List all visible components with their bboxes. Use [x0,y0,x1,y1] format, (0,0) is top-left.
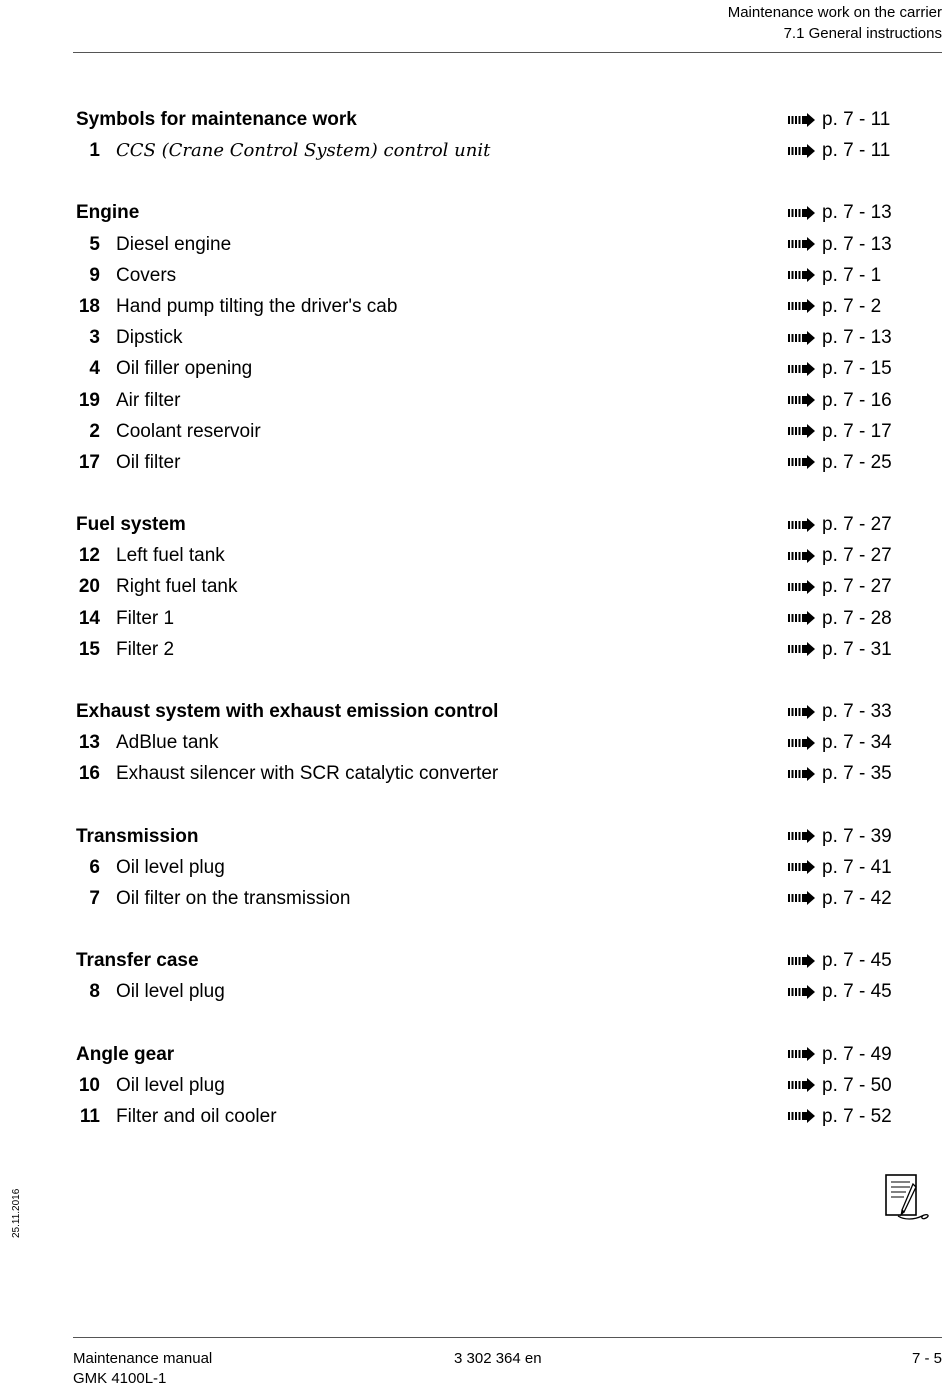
toc-entry-row [76,571,894,602]
section-title: Exhaust system with exhaust emission control [76,701,499,722]
page-reference-text: p. 7 - 17 [822,420,892,442]
page-reference-link[interactable] [788,1039,892,1070]
page-reference-link[interactable] [788,322,892,353]
side-date: 25.11.2016 [11,1188,22,1238]
toc-entry-row [76,976,894,1007]
page-reference-arrow-icon [788,331,816,345]
page-reference-arrow-icon [788,580,816,594]
page-reference-arrow-icon [788,144,816,158]
item-label: Air filter [116,389,181,411]
item-label: Oil level plug [116,981,225,1003]
toc-section [76,197,894,478]
header-chapter: Maintenance work on the carrier [727,4,942,21]
item-label: CCS (Crane Control System) control unit [116,140,491,162]
page-reference-link[interactable] [788,353,892,384]
page-reference-text: p. 7 - 50 [822,1074,892,1096]
section-title: Transmission [76,825,199,847]
page-reference-link[interactable] [788,976,892,1007]
toc-entry-row [76,540,894,571]
page-reference-link[interactable] [788,416,892,447]
toc-entry-row [76,852,894,883]
item-number: 6 [89,856,100,878]
item-number: 10 [78,1074,100,1096]
item-number: 20 [78,576,100,598]
item-label: Hand pump tilting the driver's cab [116,295,398,317]
page-reference-arrow-icon [788,767,816,781]
toc-entry-row [76,758,894,789]
page-reference-text: p. 7 - 27 [822,576,892,598]
item-label: Diesel engine [116,233,232,255]
section-title: Fuel system [76,514,186,536]
page-reference-text: p. 7 - 28 [822,607,892,629]
item-label: Covers [116,264,177,286]
item-number: 9 [89,264,100,286]
page-reference-link[interactable] [788,945,892,976]
item-label: Dipstick [116,327,183,349]
page-reference-link[interactable] [788,540,892,571]
toc-section [76,696,894,790]
item-label: Oil filler opening [116,358,253,380]
page-reference-arrow-icon [788,299,816,313]
page-reference-text: p. 7 - 27 [822,545,892,567]
item-number: 19 [78,389,100,411]
page-reference-arrow-icon [788,1109,816,1123]
page-reference-link[interactable] [788,447,892,478]
item-number: 4 [89,358,100,380]
section-title: Engine [76,202,140,224]
page-reference-arrow-icon [788,611,816,625]
toc-entry-row [76,883,894,914]
item-label: Oil level plug [116,856,225,878]
page-reference-arrow-icon [788,268,816,282]
section-title: Angle gear [76,1043,175,1065]
page-reference-text: p. 7 - 2 [822,295,882,317]
page-reference-text: p. 7 - 45 [822,981,892,1003]
item-label: Oil filter [116,451,181,473]
page-reference-text: p. 7 - 34 [822,732,892,754]
page-reference-text: p. 7 - 35 [822,763,892,785]
page-reference-arrow-icon [788,985,816,999]
page-reference-arrow-icon [788,455,816,469]
toc-section [76,945,894,1007]
page-reference-link[interactable] [788,883,892,914]
page-reference-link[interactable] [788,385,892,416]
toc-entry-row [76,291,894,322]
item-number: 1 [89,140,100,162]
page-reference-link[interactable] [788,260,881,291]
item-number: 5 [89,233,100,255]
section-heading-row [76,104,894,135]
item-number: 8 [89,981,100,1003]
item-label: Filter 2 [116,638,175,660]
page-reference-arrow-icon [788,549,816,563]
item-label: Filter 1 [116,607,175,629]
footer-manual-info [73,1349,212,1389]
page-reference-text: p. 7 - 39 [822,825,892,847]
page-reference-link[interactable] [788,727,892,758]
item-number: 18 [78,295,100,317]
item-number: 11 [79,1105,100,1127]
page-reference-link[interactable] [788,852,892,883]
toc-entry-row [76,322,894,353]
page-reference-arrow-icon [788,1047,816,1061]
toc-entry-row [76,727,894,758]
page-reference-text: p. 7 - 45 [822,950,892,972]
footer-doc-number: 3 302 364 en [454,1350,542,1367]
toc-entry-row [76,1101,894,1132]
page-header [728,2,942,44]
section-heading-row [76,509,894,540]
page-reference-text: p. 7 - 13 [822,202,892,224]
item-label: Coolant reservoir [116,420,261,442]
item-label: Right fuel tank [116,576,238,598]
section-title: Transfer case [76,950,199,972]
page-reference-link[interactable] [788,509,892,540]
section-heading-row [76,696,894,727]
page-reference-arrow-icon [788,206,816,220]
page-reference-text: p. 7 - 41 [822,856,892,878]
footer-manual-title: Maintenance manual [73,1350,213,1367]
page-reference-link[interactable] [788,104,890,135]
item-number: 2 [89,420,100,442]
item-number: 13 [78,732,100,754]
page-reference-link[interactable] [788,634,892,665]
page-reference-text: p. 7 - 33 [822,701,892,722]
page-reference-link[interactable] [788,571,892,602]
page-reference-link[interactable] [788,758,892,789]
header-section: 7.1 General instructions [783,25,942,42]
section-heading-row [76,821,894,852]
item-number: 3 [89,327,100,349]
toc-entry-row [76,135,894,166]
page-reference-arrow-icon [788,954,816,968]
page-reference-link[interactable] [788,291,881,322]
header-divider [73,52,942,53]
toc-entry-row [76,229,894,260]
section-heading-row [76,1039,894,1070]
page-reference-text: p. 7 - 27 [822,514,892,536]
page-reference-link[interactable] [788,197,892,228]
item-label: AdBlue tank [116,732,219,754]
section-heading-row [76,945,894,976]
table-of-contents [76,104,894,1163]
toc-entry-row [76,1070,894,1101]
page-reference-arrow-icon [788,393,816,407]
item-number: 12 [78,545,100,567]
footer-model: GMK 4100L-1 [73,1370,167,1387]
item-number: 16 [78,763,100,785]
page-reference-arrow-icon [788,891,816,905]
toc-entry-row [76,447,894,478]
item-label: Left fuel tank [116,545,225,567]
page-reference-text: p. 7 - 11 [822,140,891,162]
page-reference-arrow-icon [788,829,816,843]
toc-entry-row [76,260,894,291]
item-label: Oil level plug [116,1074,225,1096]
footer-divider [73,1337,942,1338]
page-reference-text: p. 7 - 25 [822,451,892,473]
page-reference-arrow-icon [788,113,816,127]
page-reference-link[interactable] [788,821,892,852]
page-reference-text: p. 7 - 49 [822,1043,892,1065]
page-reference-text: p. 7 - 11 [822,109,891,130]
page-reference-arrow-icon [788,1078,816,1092]
toc-section [76,104,894,166]
page-reference-text: p. 7 - 13 [822,233,892,255]
page-reference-link[interactable] [788,135,890,166]
section-title: Symbols for maintenance work [76,109,357,130]
page-reference-text: p. 7 - 15 [822,358,892,380]
page-reference-arrow-icon [788,736,816,750]
toc-entry-row [76,603,894,634]
item-number: 14 [78,607,100,629]
page-reference-text: p. 7 - 42 [822,887,892,909]
item-number: 15 [78,638,100,660]
toc-entry-row [76,416,894,447]
page-reference-link[interactable] [788,229,892,260]
item-label: Filter and oil cooler [116,1105,277,1127]
page-reference-link[interactable] [788,696,892,727]
toc-section [76,509,894,665]
item-number: 17 [78,451,100,473]
toc-section [76,1039,894,1133]
toc-entry-row [76,385,894,416]
page-reference-arrow-icon [788,424,816,438]
page-reference-arrow-icon [788,362,816,376]
page-reference-arrow-icon [788,860,816,874]
page-reference-arrow-icon [788,705,816,719]
notepad-edit-icon [882,1172,934,1224]
page-reference-text: p. 7 - 16 [822,389,892,411]
section-heading-row [76,197,894,228]
toc-entry-row [76,353,894,384]
page-reference-link[interactable] [788,1070,892,1101]
page-reference-text: p. 7 - 1 [822,264,882,286]
item-number: 7 [89,887,100,909]
footer-page-number: 7 - 5 [911,1350,942,1367]
page-reference-text: p. 7 - 31 [822,638,892,660]
page-reference-text: p. 7 - 13 [822,327,892,349]
page-reference-arrow-icon [788,237,816,251]
page-reference-text: p. 7 - 52 [822,1105,892,1127]
item-label: Exhaust silencer with SCR catalytic converter [116,763,499,785]
toc-section [76,821,894,915]
page-reference-link[interactable] [788,1101,892,1132]
toc-entry-row [76,634,894,665]
page-reference-link[interactable] [788,603,892,634]
page-reference-arrow-icon [788,518,816,532]
page-reference-arrow-icon [788,642,816,656]
item-label: Oil filter on the transmission [116,887,351,909]
